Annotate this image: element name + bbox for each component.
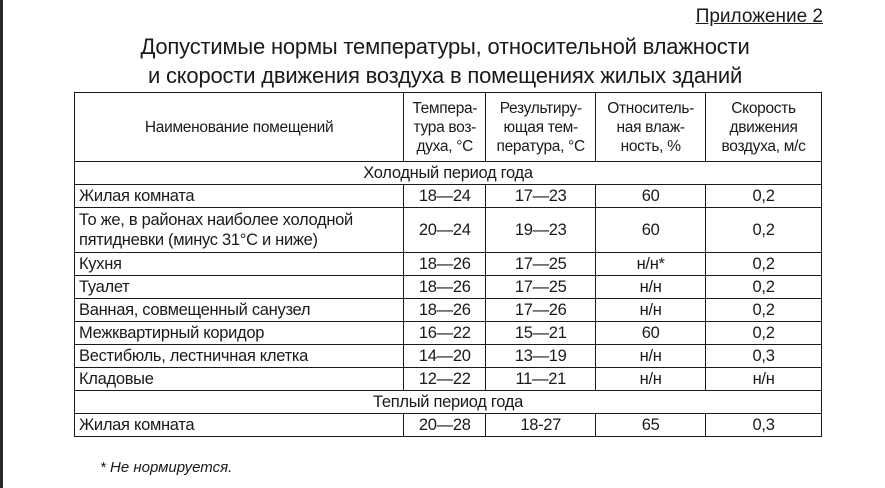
table-row: [75, 368, 822, 391]
room-name-cell: То же, в районах наиболее холодной пятидневки (минус 31°С и ниже): [75, 208, 404, 253]
humidity-cell: н/н: [596, 299, 706, 322]
humidity-cell: 60: [596, 185, 706, 208]
air-speed-cell: н/н: [706, 368, 822, 391]
footnote: * Не нормируется.: [100, 459, 233, 476]
table-row: [75, 276, 822, 299]
header-air-temperature: Темпера-тура воз-духа, °С: [404, 93, 486, 162]
room-name-cell: Межквартирный коридор: [75, 322, 404, 345]
resulting-temperature-cell: 17—23: [486, 185, 596, 208]
humidity-cell: 65: [596, 414, 706, 437]
room-name-cell: Жилая комната: [75, 185, 404, 208]
table-row: [75, 299, 822, 322]
air-temperature-cell: 18—26: [404, 253, 486, 276]
resulting-temperature-cell: 13—19: [486, 345, 596, 368]
resulting-temperature-cell: 11—21: [486, 368, 596, 391]
room-name-cell: Кухня: [75, 253, 404, 276]
humidity-cell: н/н: [596, 276, 706, 299]
room-name-cell: Жилая комната: [75, 414, 404, 437]
air-speed-cell: 0,2: [706, 185, 822, 208]
humidity-cell: 60: [596, 322, 706, 345]
title-line-2: и скорости движения воздуха в помещениях жилых зданий: [147, 63, 743, 88]
section-warm-period: Теплый период года: [75, 391, 822, 414]
page-title: [70, 32, 820, 90]
header-room-name: Наименование помещений: [75, 93, 404, 162]
humidity-cell: н/н: [596, 345, 706, 368]
appendix-label: Приложение 2: [695, 6, 823, 27]
air-temperature-cell: 16—22: [404, 322, 486, 345]
humidity-cell: н/н*: [596, 253, 706, 276]
air-speed-cell: 0,3: [706, 345, 822, 368]
resulting-temperature-cell: 17—25: [486, 276, 596, 299]
resulting-temperature-cell: 15—21: [486, 322, 596, 345]
air-temperature-cell: 20—24: [404, 208, 486, 253]
resulting-temperature-cell: 17—25: [486, 253, 596, 276]
table-row: [75, 322, 822, 345]
table-row: [75, 414, 822, 437]
air-temperature-cell: 18—26: [404, 276, 486, 299]
title-line-1: Допустимые нормы температуры, относительной влажности: [140, 34, 750, 59]
header-row: [75, 93, 822, 162]
air-speed-cell: 0,3: [706, 414, 822, 437]
room-name-cell: Кладовые: [75, 368, 404, 391]
air-temperature-cell: 18—26: [404, 299, 486, 322]
resulting-temperature-cell: 17—26: [486, 299, 596, 322]
header-relative-humidity: Относитель-ная влаж-ность, %: [596, 93, 706, 162]
humidity-cell: 60: [596, 208, 706, 253]
header-air-speed: Скорость движения воздуха, м/с: [706, 93, 822, 162]
room-name-cell: Вестибюль, лестничная клетка: [75, 345, 404, 368]
page-edge-bar: [0, 0, 3, 488]
section-row-warm: [75, 391, 822, 414]
room-name-cell: Туалет: [75, 276, 404, 299]
air-speed-cell: 0,2: [706, 322, 822, 345]
air-speed-cell: 0,2: [706, 208, 822, 253]
section-cold-period: Холодный период года: [75, 162, 822, 185]
resulting-temperature-cell: 19—23: [486, 208, 596, 253]
section-row-cold: [75, 162, 822, 185]
table-row: [75, 253, 822, 276]
air-speed-cell: 0,2: [706, 253, 822, 276]
room-name-cell: Ванная, совмещенный санузел: [75, 299, 404, 322]
air-temperature-cell: 12—22: [404, 368, 486, 391]
table-row: [75, 345, 822, 368]
air-temperature-cell: 14—20: [404, 345, 486, 368]
air-speed-cell: 0,2: [706, 276, 822, 299]
air-temperature-cell: 20—28: [404, 414, 486, 437]
resulting-temperature-cell: 18-27: [486, 414, 596, 437]
table-row: [75, 208, 822, 253]
header-resulting-temperature: Результиру-ющая тем-пература, °С: [486, 93, 596, 162]
table-row: [75, 185, 822, 208]
humidity-cell: н/н: [596, 368, 706, 391]
norms-table: [74, 92, 822, 437]
air-temperature-cell: 18—24: [404, 185, 486, 208]
air-speed-cell: 0,2: [706, 299, 822, 322]
